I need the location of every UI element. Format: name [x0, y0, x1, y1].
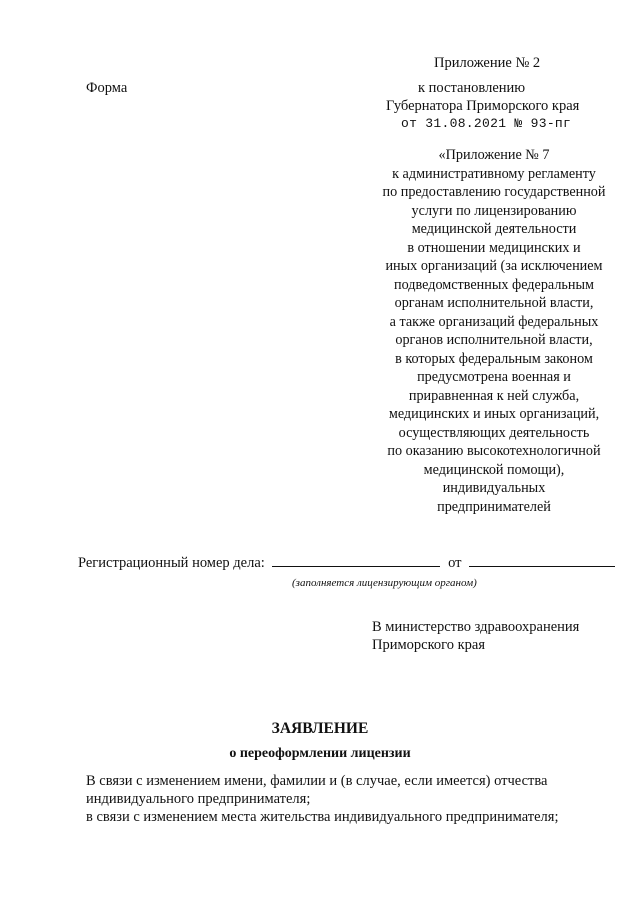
regulation-line: по оказанию высокотехнологичной	[387, 443, 601, 459]
appendix-title: Приложение № 2	[434, 55, 541, 71]
regulation-line: индивидуальных	[442, 480, 546, 496]
regulation-line: услуги по лицензированию	[411, 202, 577, 219]
regulation-line: приравненная к ней служба,	[408, 387, 580, 404]
form-label: Форма	[86, 80, 128, 96]
regulation-line: медицинской деятельности	[411, 221, 577, 237]
registration-number-field[interactable]	[272, 554, 440, 567]
registration-from-label: от	[448, 555, 462, 571]
addressee-line-1: В министерство здравоохранения	[372, 619, 580, 635]
regulation-line: органов исполнительной власти,	[395, 332, 593, 348]
statement-subtitle: о переоформлении лицензии	[229, 746, 411, 761]
statement-title: ЗАЯВЛЕНИЕ	[271, 720, 369, 737]
regulation-line: органам исполнительной власти,	[394, 295, 594, 311]
regulation-line: в которых федеральным законом	[395, 350, 593, 367]
registration-date-field[interactable]	[469, 554, 615, 567]
regulation-line: в отношении медицинских и	[407, 239, 581, 256]
regulation-line: предпринимателей	[437, 498, 551, 515]
regulation-line: предусмотрена военная и	[417, 369, 571, 385]
paragraph-1-line-2: индивидуального предпринимателя;	[86, 791, 311, 807]
addressee-line-2: Приморского края	[372, 637, 486, 653]
regulation-line: а также организаций федеральных	[389, 313, 599, 330]
regulation-line: подведомственных федеральным	[394, 276, 594, 293]
paragraph-2: в связи с изменением места жительства индивидуального предпринимателя;	[86, 809, 559, 825]
regulation-line: осуществляющих деятельность	[398, 424, 590, 441]
regulation-line: по предоставлению государственной	[382, 184, 606, 200]
registration-note: (заполняется лицензирующим органом)	[292, 577, 477, 589]
registration-label: Регистрационный номер дела:	[78, 555, 265, 571]
date-number-stamp: от 31.08.2021 № 93-пг	[401, 116, 572, 131]
regulation-line: к административному регламенту	[392, 165, 596, 182]
registration-row	[78, 554, 615, 572]
regulation-line: «Приложение № 7	[438, 147, 550, 163]
regulation-line: медицинских и иных организаций,	[388, 406, 600, 422]
regulation-block	[368, 146, 620, 516]
header-line-1: к постановлению	[418, 80, 526, 96]
regulation-line: медицинской помощи),	[423, 461, 565, 478]
paragraph-1-line-1: В связи с изменением имени, фамилии и (в случае, если имеется) отчества	[86, 773, 548, 789]
regulation-line: иных организаций (за исключением	[385, 258, 603, 274]
header-line-2: Губернатора Приморского края	[386, 98, 580, 114]
